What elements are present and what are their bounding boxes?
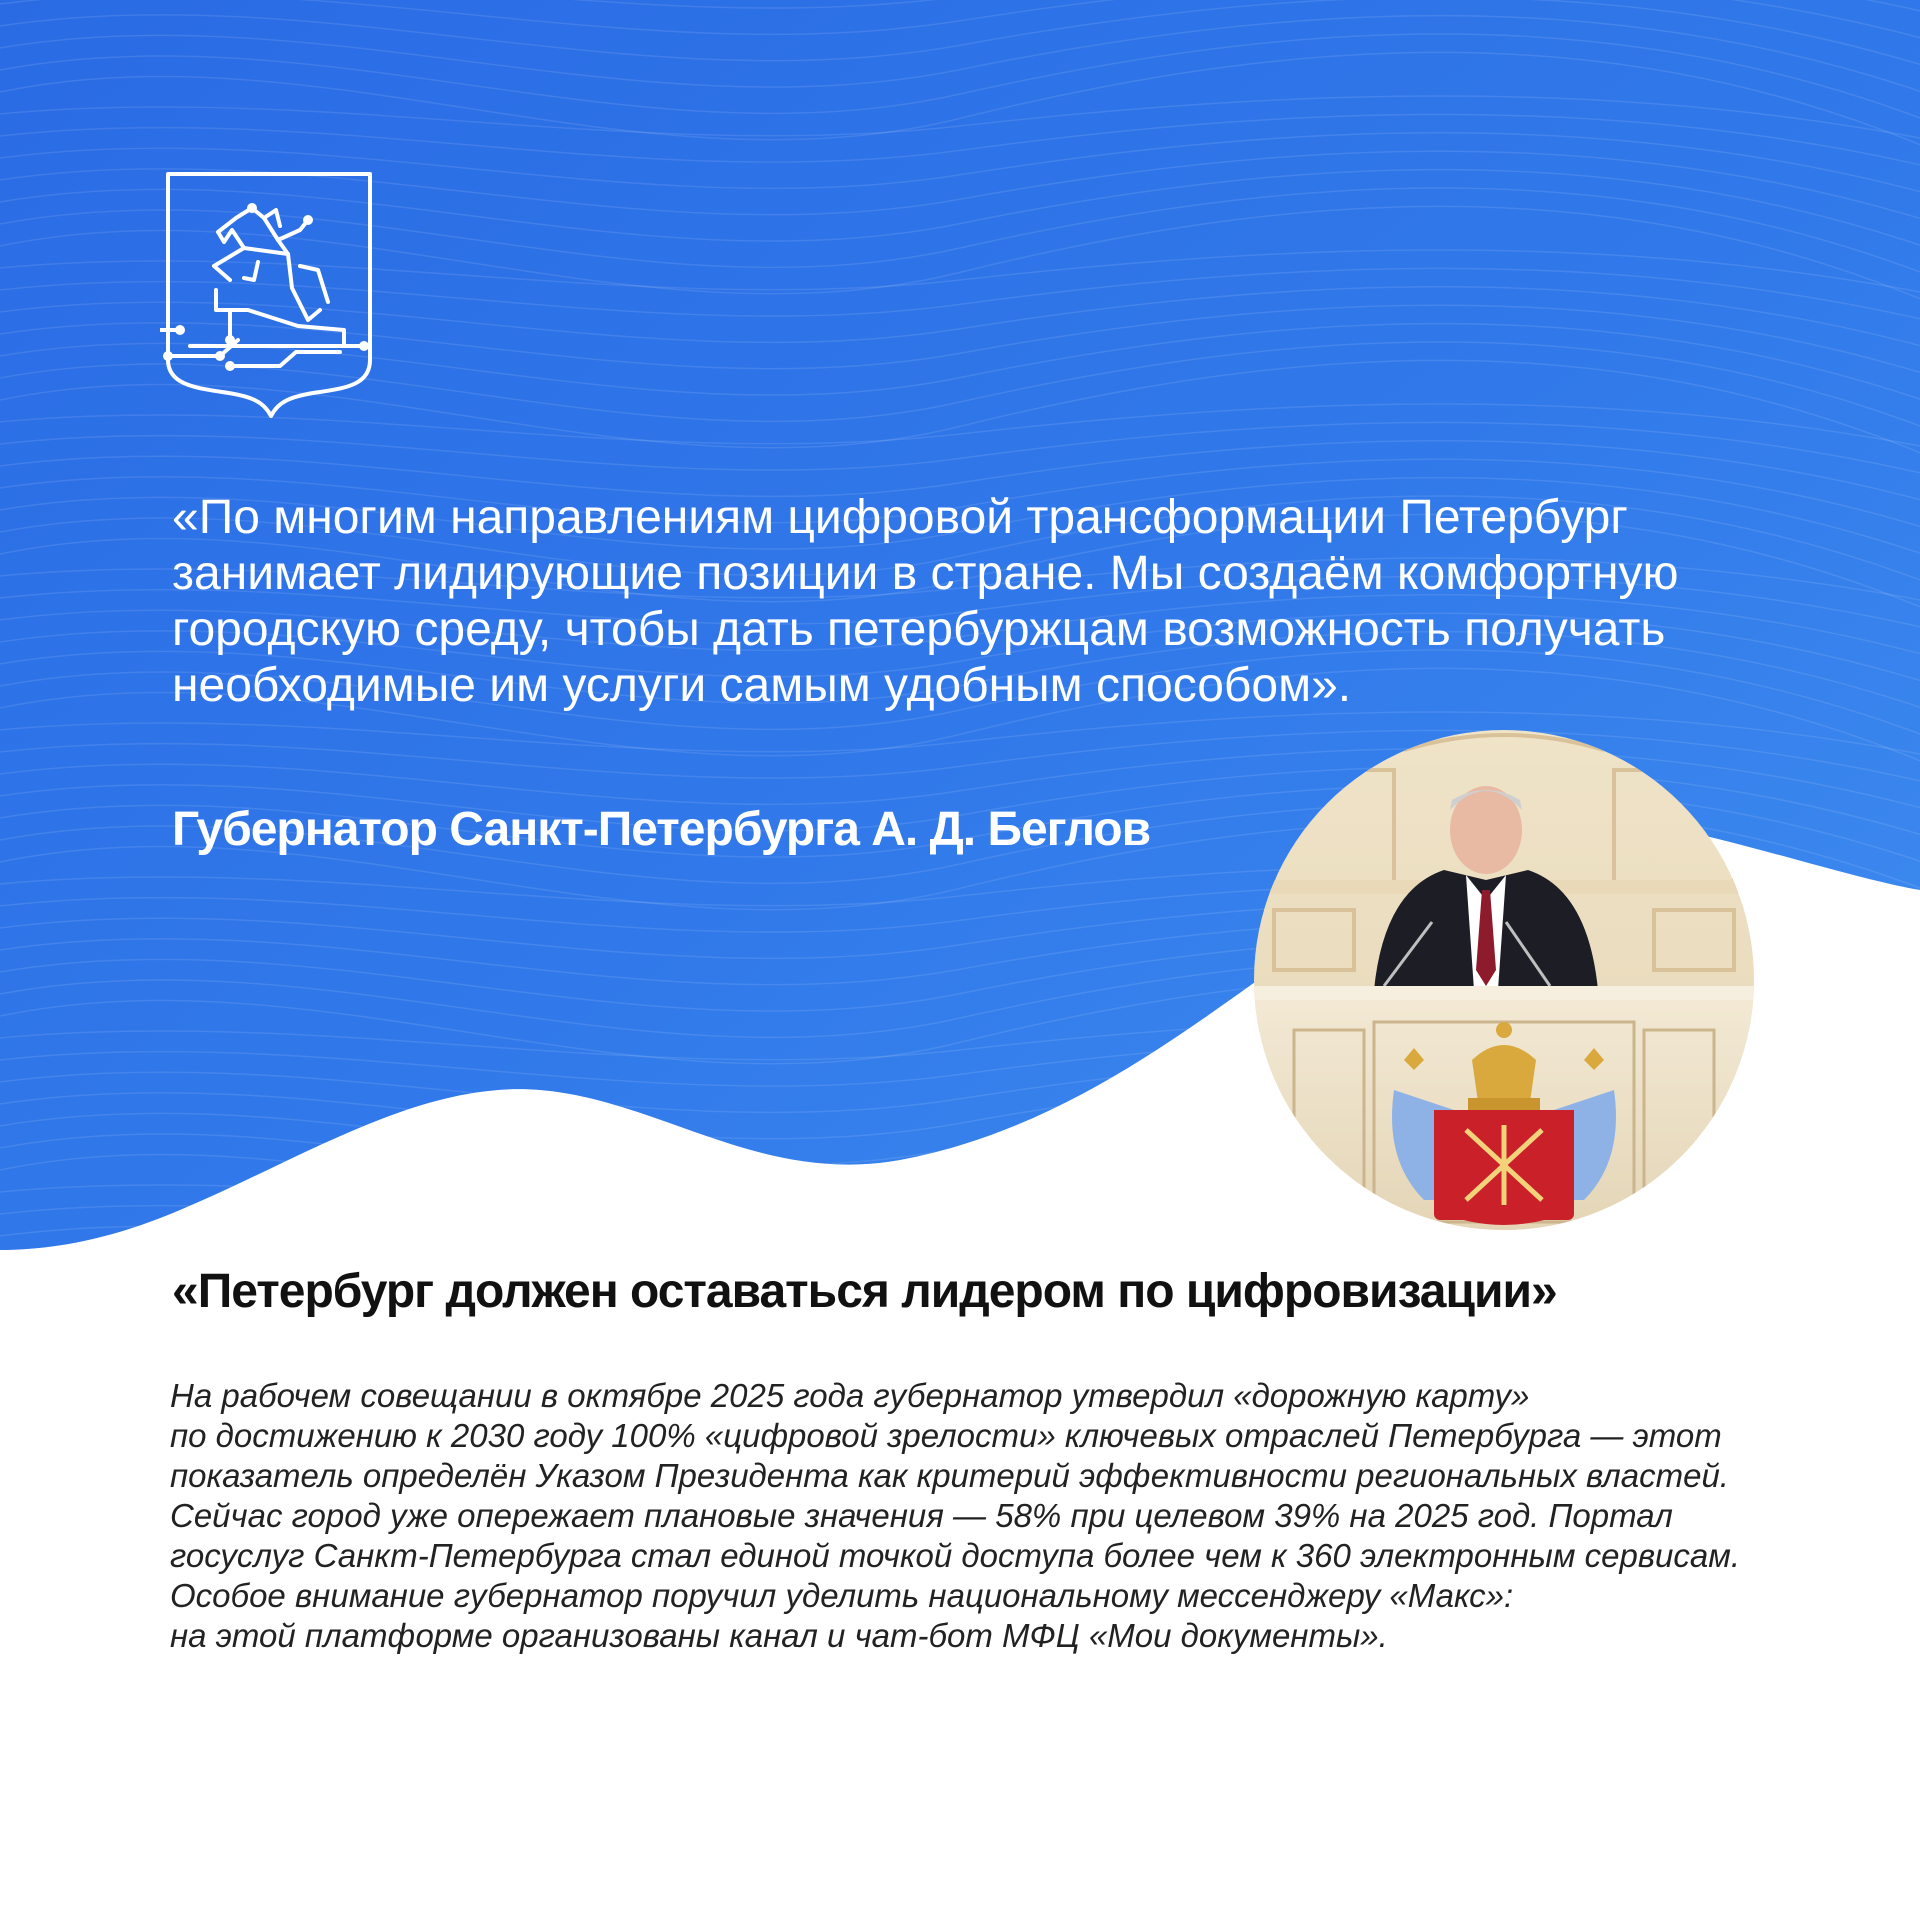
governor-photo	[1254, 730, 1754, 1230]
governor-quote: «По многим направлениям цифровой трансформации Петербург занимает лидирующие позиции в стране. Мы создаём комфортную городскую среду, чтобы дать петербуржцам возможность получать необходимые им услуги самым удобным способом».	[172, 491, 1679, 712]
body-paragraph: На рабочем совещании в октябре 2025 года губернатор утвердил «дорожную карту» по достижению к 2030 году 100% «цифровой зрелости» ключевых отраслей Петербурга — этот показатель определён Указом Президента как критерий эффективности региональных властей. Сейчас город уже опережает плановые значения — 58% при целевом 39% на 2025 год. Портал госуслуг Санкт-Петербурга стал единой точкой доступа более чем к 360 электронным сервисам. Особое внимание губернатор поручил уделить национальному мессенджеру «Макс»: на этой платформе организованы канал и чат-бот МФЦ «Мои документы».	[170, 1377, 1741, 1654]
headline: «Петербург должен оставаться лидером по цифровизации»	[172, 1265, 1557, 1318]
quote-author: Губернатор Санкт-Петербурга А. Д. Беглов	[172, 803, 1151, 856]
spb-digital-emblem-icon	[160, 170, 382, 420]
